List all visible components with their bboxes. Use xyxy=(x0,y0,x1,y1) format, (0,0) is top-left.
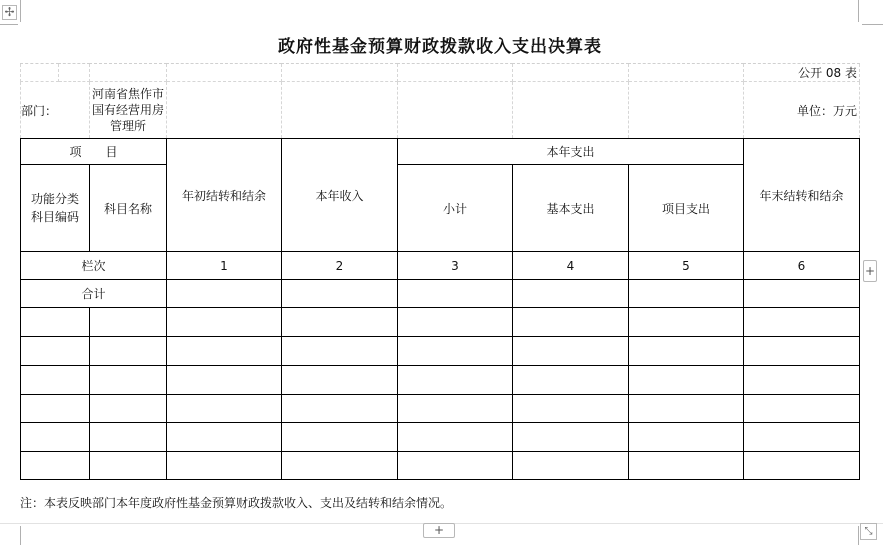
data-cell[interactable] xyxy=(21,308,90,337)
data-cell[interactable] xyxy=(282,452,398,480)
data-cell[interactable] xyxy=(744,452,860,480)
data-cell[interactable] xyxy=(629,337,744,366)
column-number: 1 xyxy=(167,252,282,280)
data-cell[interactable] xyxy=(167,366,282,395)
empty-cell xyxy=(398,64,513,82)
data-cell[interactable] xyxy=(513,337,629,366)
column-number: 5 xyxy=(629,252,744,280)
column-index-label: 栏次 xyxy=(21,252,167,280)
table-row xyxy=(21,308,860,337)
table-row xyxy=(21,423,860,452)
page-corner-mark xyxy=(0,24,18,25)
header-closing-balance: 年末结转和结余 xyxy=(744,139,860,252)
data-cell[interactable] xyxy=(398,337,513,366)
data-cell[interactable] xyxy=(282,308,398,337)
empty-cell xyxy=(59,64,90,82)
header-subject-name: 科目名称 xyxy=(90,165,167,252)
plus-icon: + xyxy=(433,523,445,537)
header-subtotal: 小计 xyxy=(398,165,513,252)
data-cell[interactable] xyxy=(398,366,513,395)
data-cell[interactable] xyxy=(513,366,629,395)
data-cell[interactable] xyxy=(282,337,398,366)
page-corner-mark xyxy=(858,526,859,545)
data-cell[interactable] xyxy=(167,423,282,452)
table-move-handle[interactable] xyxy=(2,5,17,20)
empty-cell xyxy=(513,64,629,82)
column-number: 3 xyxy=(398,252,513,280)
resize-icon: ⤡ xyxy=(864,526,873,537)
data-cell[interactable] xyxy=(21,337,90,366)
data-cell[interactable] xyxy=(90,337,167,366)
total-cell[interactable] xyxy=(167,280,282,308)
data-cell[interactable] xyxy=(21,452,90,480)
data-cell[interactable] xyxy=(90,308,167,337)
data-cell[interactable] xyxy=(629,423,744,452)
empty-cell xyxy=(629,64,744,82)
form-code: 公开 08 表 xyxy=(744,64,860,82)
empty-cell xyxy=(398,82,513,139)
data-cell[interactable] xyxy=(744,423,860,452)
data-cell[interactable] xyxy=(90,423,167,452)
total-cell[interactable] xyxy=(282,280,398,308)
data-cell[interactable] xyxy=(513,395,629,423)
data-cell[interactable] xyxy=(398,423,513,452)
table-resize-handle[interactable] xyxy=(860,523,877,540)
total-cell[interactable] xyxy=(398,280,513,308)
department-name: 河南省焦作市国有经营用房管理所 xyxy=(90,82,167,139)
page-corner-mark xyxy=(20,526,21,545)
total-label: 合计 xyxy=(21,280,167,308)
total-cell[interactable] xyxy=(744,280,860,308)
column-number: 4 xyxy=(513,252,629,280)
table-row xyxy=(21,452,860,480)
data-cell[interactable] xyxy=(21,423,90,452)
page-corner-mark xyxy=(862,24,883,25)
data-cell[interactable] xyxy=(21,366,90,395)
data-cell[interactable] xyxy=(398,395,513,423)
data-cell[interactable] xyxy=(90,395,167,423)
empty-cell xyxy=(167,82,282,139)
page-corner-mark xyxy=(858,0,859,22)
empty-cell xyxy=(513,82,629,139)
data-cell[interactable] xyxy=(282,423,398,452)
data-cell[interactable] xyxy=(282,395,398,423)
data-cell[interactable] xyxy=(398,452,513,480)
add-column-button[interactable] xyxy=(863,260,877,282)
data-cell[interactable] xyxy=(167,308,282,337)
plus-icon: + xyxy=(864,264,876,278)
data-cell[interactable] xyxy=(744,308,860,337)
data-cell[interactable] xyxy=(167,452,282,480)
data-cell[interactable] xyxy=(513,423,629,452)
department-label: 部门： xyxy=(21,82,90,139)
empty-cell xyxy=(282,82,398,139)
table-note: 注：本表反映部门本年度政府性基金预算财政拨款收入、支出及结转和结余情况。 xyxy=(20,496,453,510)
data-cell[interactable] xyxy=(167,337,282,366)
empty-cell xyxy=(629,82,744,139)
data-cell[interactable] xyxy=(513,308,629,337)
header-project-expense: 项目支出 xyxy=(629,165,744,252)
header-current-income: 本年收入 xyxy=(282,139,398,252)
total-cell[interactable] xyxy=(629,280,744,308)
data-cell[interactable] xyxy=(744,366,860,395)
empty-cell xyxy=(167,64,282,82)
table-row xyxy=(21,337,860,366)
data-cell[interactable] xyxy=(629,366,744,395)
total-cell[interactable] xyxy=(513,280,629,308)
page-title: 政府性基金预算财政拨款收入支出决算表 xyxy=(21,25,860,64)
header-current-expense: 本年支出 xyxy=(398,139,744,165)
data-cell[interactable] xyxy=(167,395,282,423)
header-basic-expense: 基本支出 xyxy=(513,165,629,252)
data-cell[interactable] xyxy=(629,395,744,423)
data-cell[interactable] xyxy=(398,308,513,337)
data-cell[interactable] xyxy=(629,308,744,337)
header-func-code: 功能分类 科目编码 xyxy=(21,165,90,252)
header-opening-balance: 年初结转和结余 xyxy=(167,139,282,252)
move-icon: ✢ xyxy=(4,5,15,19)
page-corner-mark xyxy=(20,0,21,22)
data-cell[interactable] xyxy=(90,366,167,395)
column-number: 6 xyxy=(744,252,860,280)
empty-cell xyxy=(282,64,398,82)
column-number: 2 xyxy=(282,252,398,280)
data-cell[interactable] xyxy=(90,452,167,480)
empty-cell xyxy=(90,64,167,82)
data-cell[interactable] xyxy=(744,395,860,423)
fund-budget-final-account-table xyxy=(20,25,860,480)
table-row xyxy=(21,366,860,395)
table-row xyxy=(21,395,860,423)
data-cell[interactable] xyxy=(513,452,629,480)
data-cell[interactable] xyxy=(744,337,860,366)
data-cell[interactable] xyxy=(21,395,90,423)
data-cell[interactable] xyxy=(629,452,744,480)
empty-cell xyxy=(21,64,59,82)
data-cell[interactable] xyxy=(282,366,398,395)
unit-label: 单位：万元 xyxy=(744,82,860,139)
add-row-button[interactable] xyxy=(423,523,455,538)
header-item: 项 目 xyxy=(21,139,167,165)
